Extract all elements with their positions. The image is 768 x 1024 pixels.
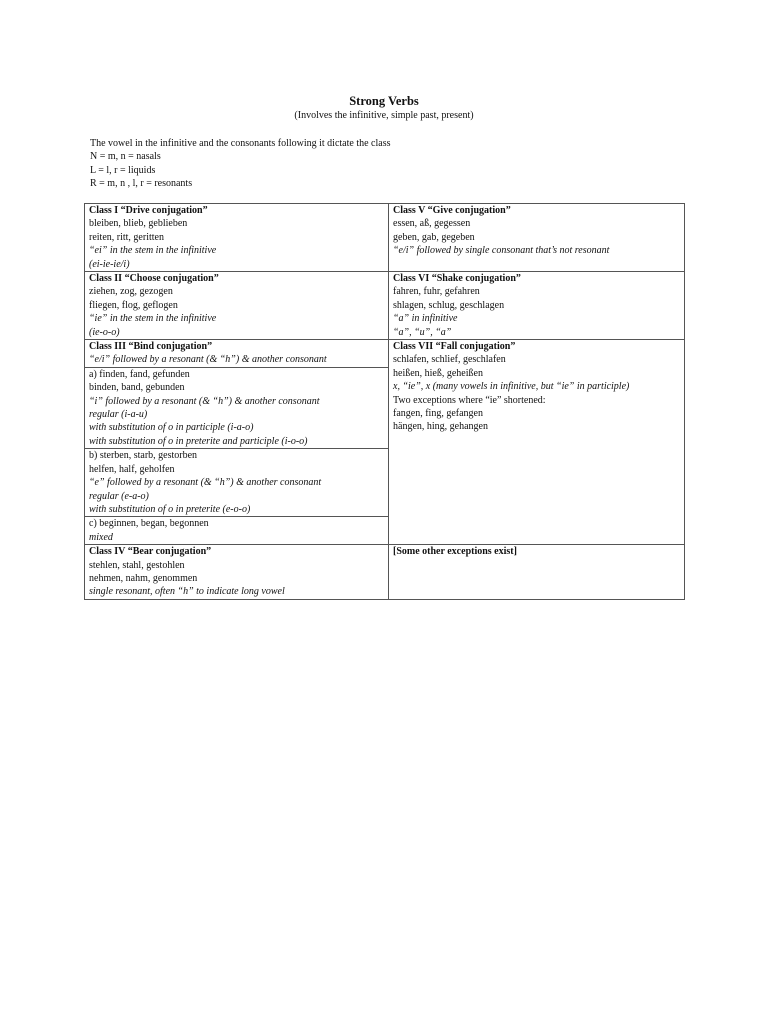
intro-block [90, 137, 390, 191]
class-note: “e/i” followed by single consonant that’s not resonant [393, 245, 610, 257]
verb-example: heißen, hieß, geheißen [393, 367, 483, 379]
class-note: x, “ie”, x (many vowels in infinitive, but “ie” in participle) [393, 381, 630, 393]
class-note: “a”, “u”, “a” [393, 326, 452, 338]
verb-example: schlafen, schlief, geschlafen [393, 354, 506, 366]
class-note: with substitution of o in preterite (e-o-o) [89, 503, 251, 515]
verb-example: fangen, fing, gefangen [393, 408, 483, 420]
verb-example: essen, aß, gegessen [393, 218, 471, 230]
class-note: single resonant, often “h” to indicate long vowel [89, 586, 285, 598]
class-note: “e/i” followed by a resonant (& “h”) & another consonant [89, 354, 327, 366]
class-heading: Class II “Choose conjugation” [89, 273, 219, 284]
verb-example: helfen, half, geholfen [89, 463, 175, 475]
verb-example: nehmen, nahm, genommen [89, 572, 198, 584]
table-row [85, 204, 685, 272]
class-note: (ie-o-o) [89, 326, 120, 338]
class-note: mixed [89, 531, 113, 543]
class-heading: Class IV “Bear conjugation” [89, 546, 212, 558]
class-heading: Class VII “Fall conjugation” [393, 341, 516, 353]
class-note: “ei” in the stem in the infinitive [89, 245, 217, 257]
verb-example: hängen, hing, gehangen [393, 421, 488, 433]
class-heading: Class VI “Shake conjugation” [393, 273, 521, 284]
intro-line: N = m, n = nasals [90, 151, 161, 163]
class-heading: Class I “Drive conjugation” [89, 205, 208, 216]
class-note: regular (i-a-u) [89, 409, 148, 421]
intro-line: L = l, r = liquids [90, 164, 156, 176]
verb-example: fahren, fuhr, gefahren [393, 286, 480, 298]
subclass-a [85, 367, 388, 448]
table-row [85, 340, 685, 545]
class-iii-cell [85, 340, 389, 545]
verb-example: c) beginnen, began, begonnen [89, 518, 209, 530]
verb-example: b) sterben, starb, gestorben [89, 450, 198, 462]
class-heading: Class III “Bind conjugation” [89, 341, 213, 353]
class-note: “ie” in the stem in the infinitive [89, 313, 217, 325]
class-note: regular (e-a-o) [89, 490, 149, 502]
class-vii-cell [389, 340, 685, 545]
class-ii-cell [85, 272, 389, 340]
exceptions-intro: Two exceptions where “ie” shortened: [393, 394, 546, 406]
verb-example: shlagen, schlug, geschlagen [393, 299, 505, 311]
verb-example: fliegen, flog, geflogen [89, 299, 178, 311]
intro-line: The vowel in the infinitive and the consonants following it dictate the class [90, 138, 391, 149]
class-i-cell [85, 204, 389, 272]
table-row [85, 545, 685, 600]
other-exceptions-note: [Some other exceptions exist] [393, 546, 517, 558]
class-note: “i” followed by a resonant (& “h”) & another consonant [89, 395, 320, 407]
table-row [85, 272, 685, 340]
class-iv-cell [85, 545, 389, 600]
verb-example: stehlen, stahl, gestohlen [89, 559, 185, 571]
class-note: (ei-ie-ie/i) [89, 258, 130, 270]
page-title: Strong Verbs [349, 94, 419, 108]
intro-line: R = m, n , l, r = resonants [90, 178, 193, 190]
verb-example: bleiben, blieb, geblieben [89, 218, 188, 230]
verb-example: geben, gab, gegeben [393, 231, 475, 243]
subclass-c [85, 516, 388, 544]
page-subtitle: (Involves the infinitive, simple past, present) [294, 110, 474, 121]
subclass-b [85, 448, 388, 516]
verb-example: ziehen, zog, gezogen [89, 286, 173, 298]
class-note: “e” followed by a resonant (& “h”) & another consonant [89, 477, 322, 489]
class-note: with substitution of o in preterite and participle (i-o-o) [89, 435, 308, 447]
other-exceptions-cell [389, 545, 685, 600]
class-vi-cell [389, 272, 685, 340]
verb-example: binden, band, gebunden [89, 382, 185, 394]
class-note: “a” in infinitive [393, 313, 458, 325]
class-heading: Class V “Give conjugation” [393, 205, 511, 216]
class-v-cell [389, 204, 685, 272]
class-note: with substitution of o in participle (i-a-o) [89, 422, 254, 434]
verb-example: a) finden, fand, gefunden [89, 368, 190, 380]
strong-verbs-table [84, 203, 685, 600]
verb-example: reiten, ritt, geritten [89, 231, 164, 243]
